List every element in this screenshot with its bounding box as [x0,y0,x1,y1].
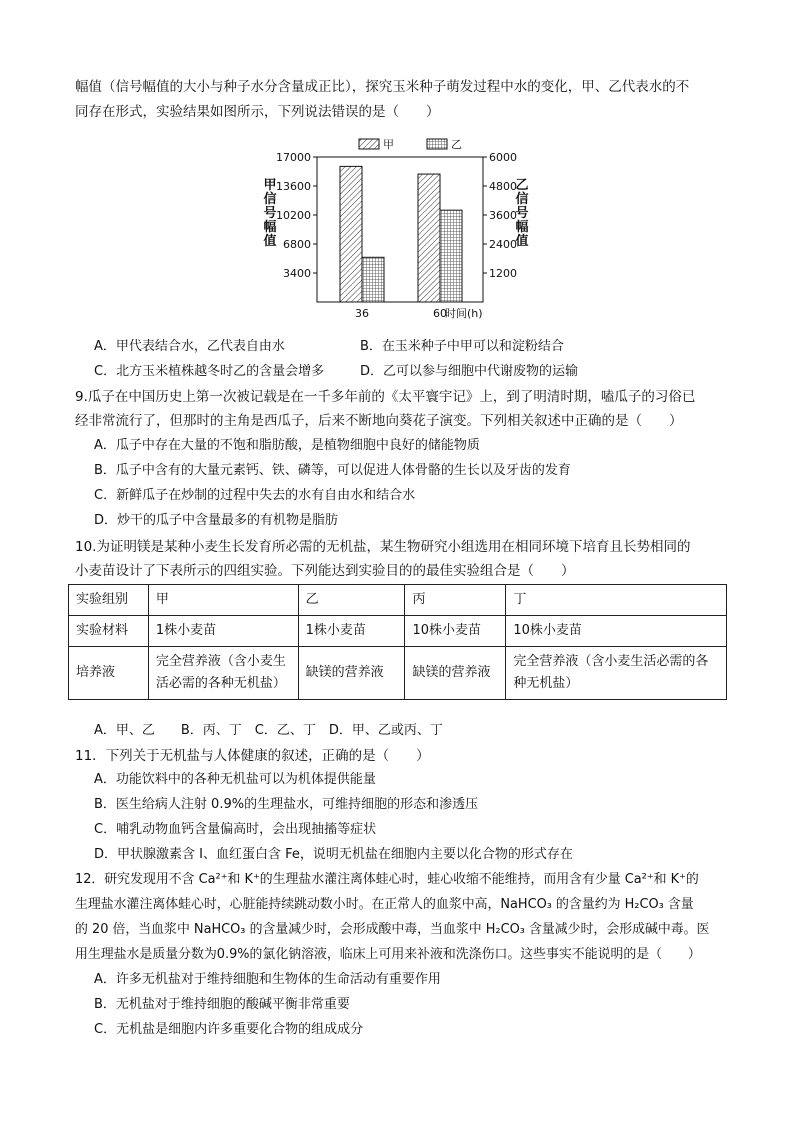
q8-intro-line-2: 同存在形式，实验结果如图所示，下列说法错误的是（ ） [75,104,440,120]
table-cell: 1株小麦苗 [148,616,298,647]
left-axis-title-char: 值 [263,234,277,249]
table-cell: 10株小麦苗 [506,616,727,647]
right-axis-title-char: 幅 [515,220,529,235]
table-cell: 缺镁的营养液 [298,647,405,700]
q8-option-d[interactable]: D．乙可以参与细胞中代谢废物的运输 [360,364,579,379]
table-row-material [69,616,727,647]
q9-stem-line-1: 9.瓜子在中国历史上第一次被记载是在一千多年前的《太平寰宇记》上，到了明清时期，嗑瓜子的习俗已 [75,389,696,405]
q10-stem-line-1: 10.为证明镁是某种小麦生长发育所必需的无机盐，某生物研究小组选用在相同环境下培育且长势相同的 [75,539,691,555]
bar-甲-36 [340,166,362,302]
q11-option-b[interactable]: B．医生给病人注射 0.9%的生理盐水，可维持细胞的形态和渗透压 [94,797,479,812]
left-axis-title-char: 号 [263,206,277,221]
bar-乙-36 [362,257,384,302]
table-cell: 实验材料 [69,616,149,647]
right-tick-label: 3600 [489,209,517,222]
table-cell: 10株小麦苗 [405,616,506,647]
left-tick-label: 6800 [283,238,311,251]
q12-stem-line-3: 的 20 倍，当血浆中 NaHCO₃ 的含量减少时，会形成酸中毒，当血浆中 H₂CO₃ 含量减少时，会形成碱中毒。医 [75,922,710,937]
legend-swatch-乙 [427,139,447,149]
q11-option-a[interactable]: A．功能饮料中的各种无机盐可以为机体提供能量 [94,772,376,787]
q9-option-c[interactable]: C．新鲜瓜子在炒制的过程中失去的水有自由水和结合水 [94,488,416,503]
q12-stem-line-2: 生理盐水灌注离体蛙心时，心脏能持续跳动数小时。在正常人的血浆中高，NaHCO₃ 的含量约为 H₂CO₃ 含量 [75,897,694,912]
q9-stem-line-2: 经非常流行了，但那时的主角是西瓜子，后来不断地向葵花子演变。下列相关叙述中正确的是（ ） [75,413,683,429]
x-axis-label: 时间(h) [445,307,483,320]
table-cell: 1株小麦苗 [298,616,405,647]
q9-option-b[interactable]: B．瓜子中含有的大量元素钙、铁、磷等，可以促进人体骨骼的生长以及牙齿的发育 [94,463,571,478]
left-tick-label: 13600 [276,180,311,193]
table-cell: 完全营养液（含小麦生活必需的各种无机盐） [148,647,298,700]
right-tick-label: 6000 [489,151,517,164]
q8-option-c[interactable]: C．北方玉米植株越冬时乙的含量会增多 [94,364,325,379]
legend-label: 乙 [451,138,462,151]
table-cell: 完全营养液（含小麦生活必需的各种无机盐） [506,647,727,700]
q12-option-c[interactable]: C．无机盐是细胞内许多重要化合物的组成成分 [94,1022,364,1037]
right-tick-label: 4800 [489,180,517,193]
left-axis-title-char: 幅 [263,220,277,235]
x-tick-label: 60 [433,307,447,320]
q10-stem-line-2: 小麦苗设计了下表所示的四组实验。下列能达到实验目的的最佳实验组合是（ ） [75,563,575,579]
x-tick-label: 36 [355,307,369,320]
legend-label: 甲 [383,138,394,151]
table-cell: 培养液 [69,647,149,700]
q11-stem: 11．下列关于无机盐与人体健康的叙述，正确的是（ ） [75,748,430,764]
q8-option-b[interactable]: B．在玉米种子中甲可以和淀粉结合 [360,339,564,354]
left-tick-label: 17000 [276,151,311,164]
left-tick-label: 10200 [276,209,311,222]
q12-stem-line-4: 用生理盐水是质量分数为0.9%的氯化钠溶液，临床上可用来补液和洗涤伤口。这些事实不能说明的是（ ） [75,947,701,962]
table-row-header [69,585,727,616]
table-cell: 甲 [148,585,298,616]
left-tick-label: 3400 [283,267,311,280]
q8-option-a[interactable]: A．甲代表结合水，乙代表自由水 [94,339,285,354]
q12-option-a[interactable]: A．许多无机盐对于维持细胞和生物体的生命活动有重要作用 [94,972,441,987]
left-axis-title-char: 甲 [263,178,277,193]
table-cell: 乙 [298,585,405,616]
table-cell: 丙 [405,585,506,616]
table-cell: 丁 [506,585,727,616]
right-axis-title-char: 乙 [515,178,529,193]
right-axis-title-char: 值 [515,234,529,249]
q10-options[interactable]: A．甲、乙 B．丙、丁 C．乙、丁 D．甲、乙或丙、丁 [94,723,443,738]
left-axis-title-char: 信 [263,192,277,207]
right-tick-label: 1200 [489,267,517,280]
q12-stem-line-1: 12．研究发现用不含 Ca²⁺和 K⁺的生理盐水灌注离体蛙心时，蛙心收缩不能维持，而用含有少量 Ca²⁺和 K⁺的 [75,872,699,887]
right-axis-title-char: 信 [515,192,529,207]
table-cell: 缺镁的营养液 [405,647,506,700]
bar-乙-60 [440,210,462,302]
q8-intro-line-1: 幅值（信号幅值的大小与种子水分含量成正比），探究玉米种子萌发过程中水的变化，甲、乙代表水的不 [75,79,690,95]
bar-甲-60 [418,174,440,302]
experiment-table [68,584,727,700]
bar-chart [255,132,529,327]
q12-option-b[interactable]: B．无机盐对于维持细胞的酸碱平衡非常重要 [94,997,350,1012]
legend-swatch-甲 [359,139,379,149]
right-tick-label: 2400 [489,238,517,251]
q9-option-a[interactable]: A．瓜子中存在大量的不饱和脂肪酸，是植物细胞中良好的储能物质 [94,438,480,453]
right-axis-title-char: 号 [515,206,529,221]
table-cell: 实验组别 [69,585,149,616]
table-row-solution [69,647,727,700]
q9-option-d[interactable]: D．炒干的瓜子中含量最多的有机物是脂肪 [94,513,339,528]
q11-option-d[interactable]: D．甲状腺激素含 I、血红蛋白含 Fe，说明无机盐在细胞内主要以化合物的形式存在 [94,847,573,862]
q11-option-c[interactable]: C．哺乳动物血钙含量偏高时，会出现抽搐等症状 [94,822,377,837]
